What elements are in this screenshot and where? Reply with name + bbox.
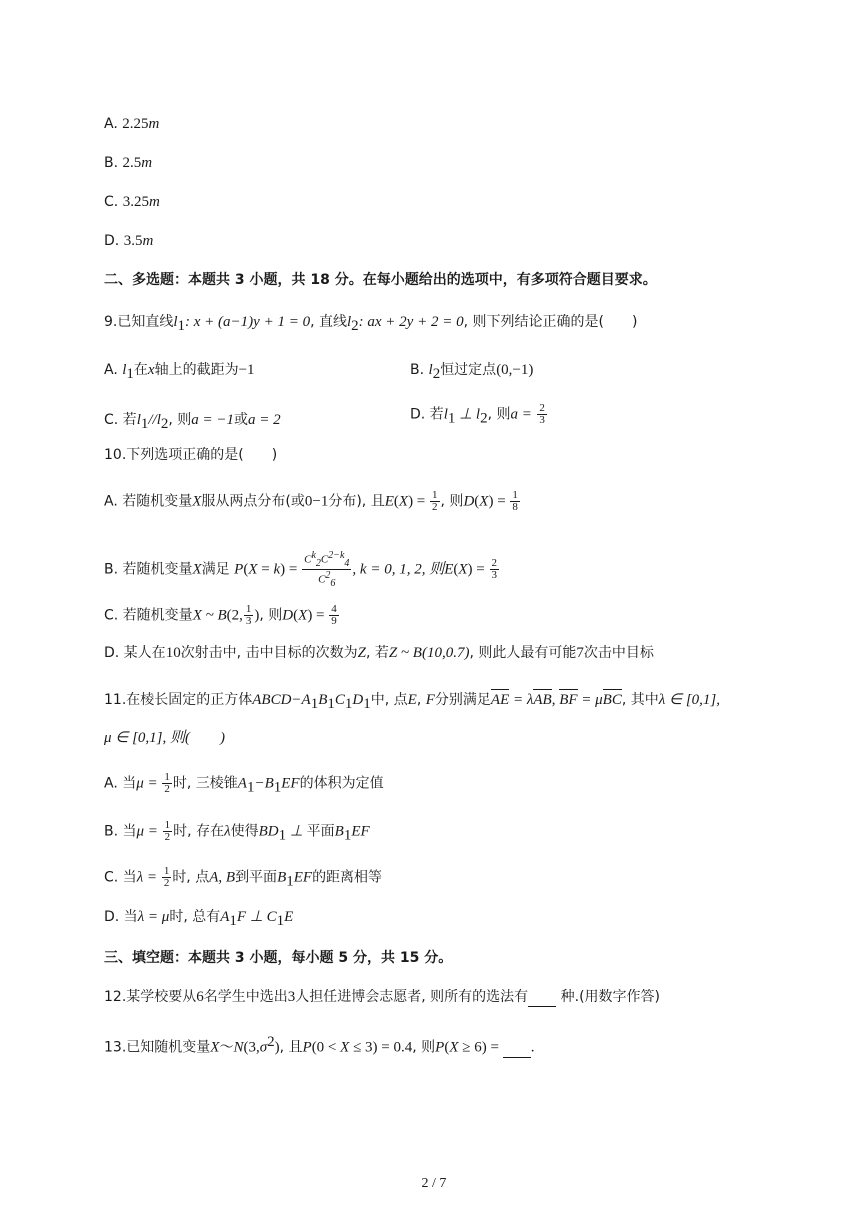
q13-answer-blank[interactable]	[503, 1043, 531, 1058]
q11-stem-cont: μ ∈ [0,1], 则( )	[104, 730, 226, 746]
q9-option-a: A. $l_1$在x轴上的截距为−1	[104, 362, 255, 382]
q8-option-b: B. 2.5m	[104, 155, 153, 171]
q9-stem: 9.已知直线$l_1$: x + (a−1)y + 1 = 0, 直线$l_2$: ax + 2y + 2 = 0, 则下列结论正确的是( )	[104, 314, 638, 334]
q12-answer-blank[interactable]	[528, 992, 556, 1007]
q8-option-c: C. 3.25m	[104, 194, 160, 210]
q10-option-c: C. 若随机变量X ~ B(2, $\frac{1}{3}$ ), 则D(X) = $\frac{4}{9}$	[104, 603, 337, 627]
q11-option-c: C. 当λ = $\frac{1}{2}$ 时, 点A, B到平面$B_1EF$的距离相等	[104, 865, 383, 890]
q11-option-d: D. 当λ = μ时, 总有$A_1F$ ⊥ $C_1E$	[104, 909, 294, 929]
q11-option-a: A. 当μ = $\frac{1}{2}$ 时, 三棱锥$A_1-B_1EF$的体积为定值	[104, 771, 384, 796]
q10-option-d: D. 某人在10次射击中, 击中目标的次数为Z, 若Z ~ B(10,0.7), 则此人最有可能7次击中目标	[104, 645, 654, 661]
q12: 12.某学校要从6名学生中选出3人担任进博会志愿者, 则所有的选法有 种.(用数字作答)	[104, 989, 660, 1005]
q8-option-a: A. 2.25m	[104, 116, 160, 132]
section3-title: 三、填空题：本题共 3 小题，每小题 5 分，共 15 分。	[104, 950, 453, 966]
q10-option-a: A. 若随机变量X服从两点分布(或0−1分布), 且E(X) = $\frac{1}{2}$ , 则D(X) = $\frac{1}{8}$	[104, 489, 518, 513]
q9-d-fraction: $\frac{2}{3}$	[539, 402, 545, 426]
q9-option-b: B. $l_2$恒过定点(0,−1)	[410, 362, 534, 382]
q9-option-c: C. 若$l_1//l_2$, 则a = −1或a = 2	[104, 412, 281, 432]
q11-option-b: B. 当μ = $\frac{1}{2}$ 时, 存在λ使得$BD_1$ ⊥ 平面$B_1EF$	[104, 819, 370, 844]
q9-option-d: D. 若$l_1$ ⊥ $l_2$, 则a = $\frac{2}{3}$	[410, 402, 545, 427]
q8-option-d: D. 3.5m	[104, 233, 154, 249]
section2-title: 二、多选题：本题共 3 小题，共 18 分。在每小题给出的选项中，有多项符合题目要求。	[104, 272, 657, 288]
q13: 13.已知随机变量$X\sim N(3,\sigma^2)$, 且P(0 < X ≤ 3) = 0.4, 则P(X ≥ 6) = .	[104, 1034, 535, 1056]
q10-stem: 10.下列选项正确的是( )	[104, 447, 278, 463]
q11-stem: 11.在棱长固定的正方体$ABCD-A_1B_1C_1D_1$中, 点E, F分别满足AE = λAB, BF = μBC, 其中λ ∈ [0,1],	[104, 692, 720, 712]
q10-option-b: B. 若随机变量X满足 P(X = k) = $\frac{C^k_2C^{2-k}_4}{C^2_6}$ , k = 0, 1, 2, 则E(X) = $\frac{2}{3}$	[104, 550, 498, 589]
page-number: 2 / 7	[421, 1176, 447, 1191]
